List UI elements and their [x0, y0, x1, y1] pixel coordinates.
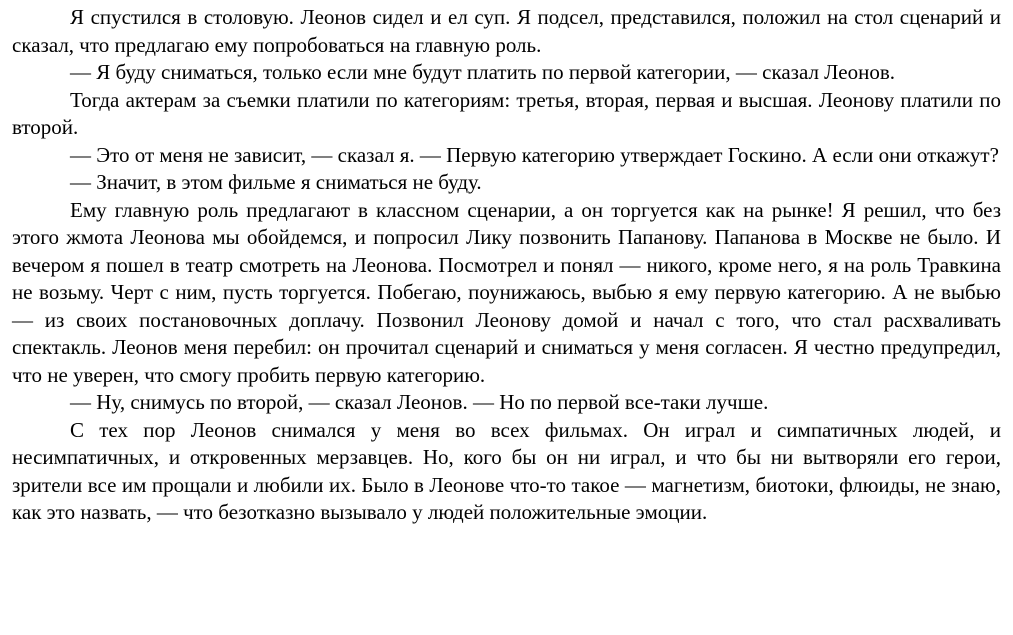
paragraph: — Это от меня не зависит, — сказал я. — Первую категорию утверждает Госкино. А если они откажут?: [70, 142, 999, 167]
paragraph: — Я буду сниматься, только если мне будут платить по первой категории, — сказал Леонов.: [70, 60, 896, 84]
paragraph: Ему главную роль предлагают в классном сценарии, а он торгуется как на рынке! Я решил, что без этого жмота Леонова мы обойдемся, и попросил Лику позвонить Папанову. Папанова в Москве не было. И вечером я пошел в театр смотреть на Леонова. Посмотрел и понял — никого, кроме него, я на роль Травкина не возьму. Черт с ним, пусть торгуется. Побегаю, поунижаюсь, выбью я ему первую категорию. А не выбью — из своих постановочных доплачу. Позвонил Леонову домой и начал с того, что стал расхваливать спектакль. Леонов меня перебил: он прочитал сценарий и сниматься у меня согласен. Я честно предупредил, что не уверен, что смогу пробить первую категорию.: [12, 197, 1001, 387]
paragraph: Тогда актерам за съемки платили по категориям: третья, вторая, первая и высшая. Леонову платили по второй.: [12, 87, 1001, 139]
paragraph: — Значит, в этом фильме я сниматься не буду.: [70, 170, 482, 194]
paragraph: Я спустился в столовую. Леонов сидел и ел суп. Я подсел, представился, положил на стол сценарий и сказал, что предлагаю ему попробоваться на главную роль.: [12, 5, 1001, 57]
paragraph: — Ну, снимусь по второй, — сказал Леонов. — Но по первой все-таки лучше.: [70, 390, 769, 414]
paragraph: С тех пор Леонов снимался у меня во всех фильмах. Он играл и симпатичных людей, и несимпатичных, и откровенных мерзавцев. Но, кого бы он ни играл, и что бы ни вытворяли его герои, зрители все им прощали и любили их. Было в Леонове что-то такое — магнетизм, биотоки, флюиды, не знаю, как это назвать, — что безотказно вызывало у людей положительные эмоции.: [12, 417, 1001, 524]
